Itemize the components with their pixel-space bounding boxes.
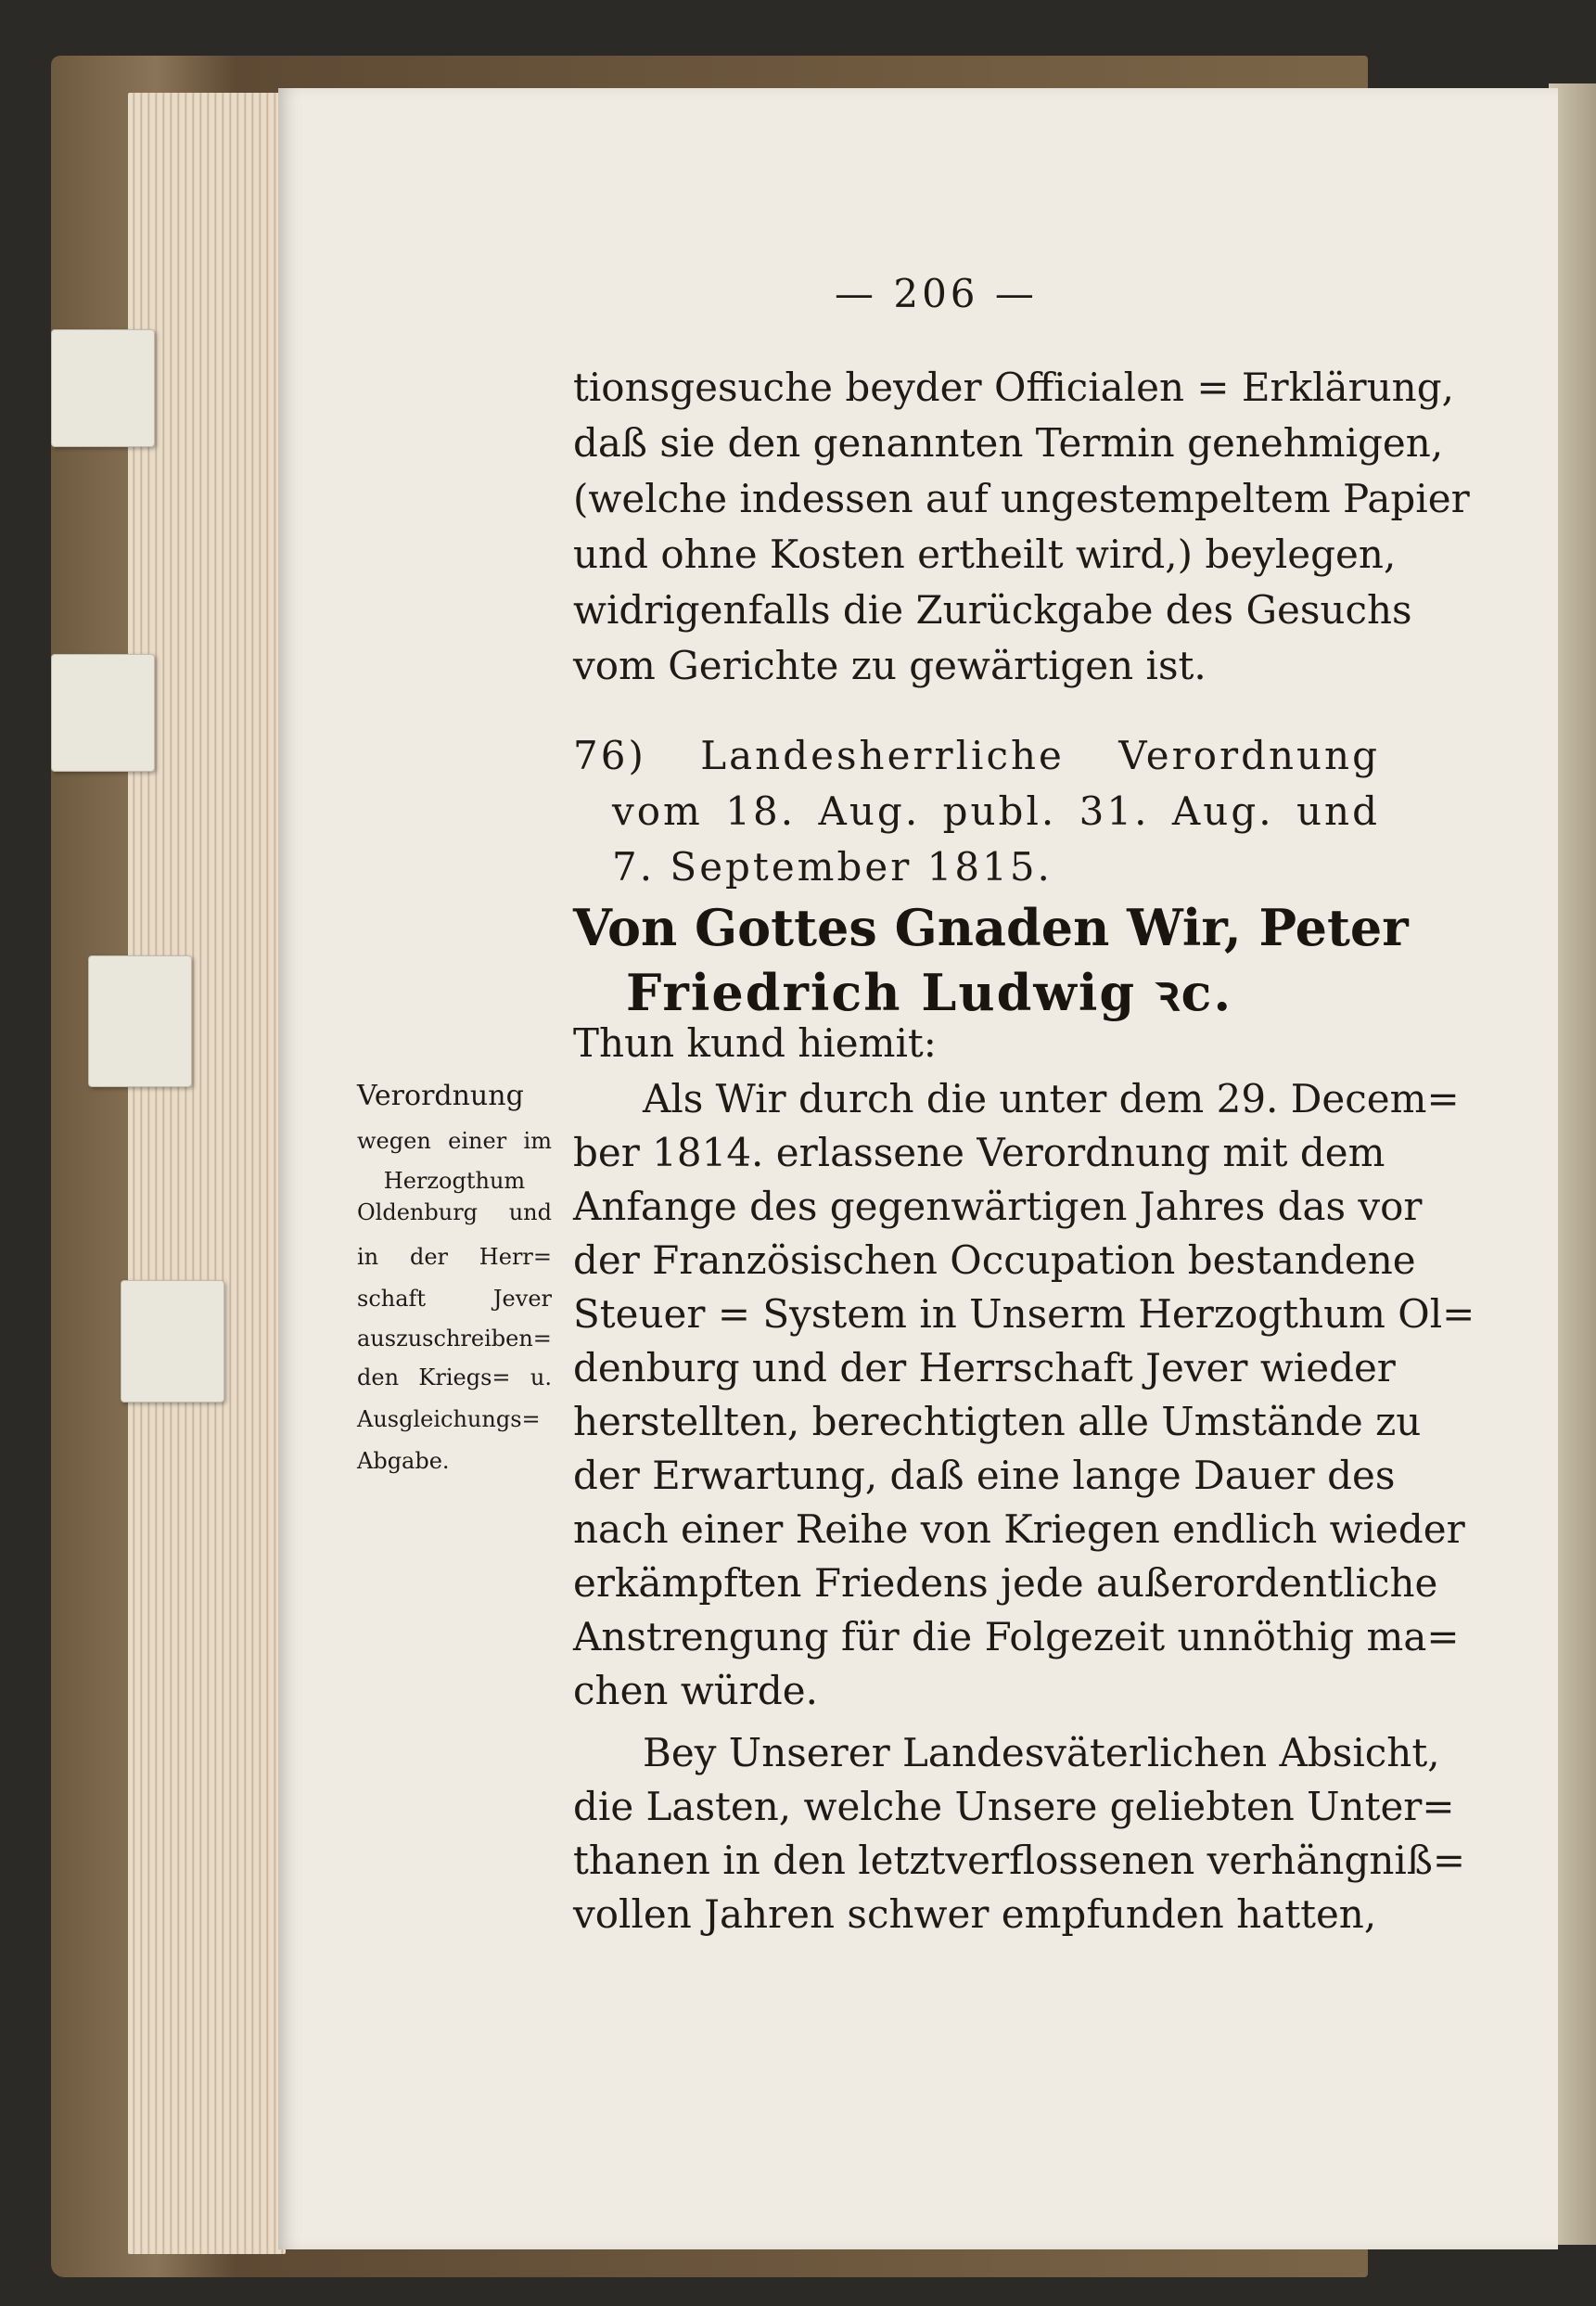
text-line: Als Wir durch die unter dem 29. Decem= bbox=[643, 1076, 1460, 1121]
text-line: der Erwartung, daß eine lange Dauer des bbox=[573, 1453, 1396, 1498]
text-line: tionsgesuche beyder Officialen = Erklärung, bbox=[573, 365, 1454, 410]
text-line: nach einer Reihe von Kriegen endlich wieder bbox=[573, 1506, 1465, 1552]
page-number: — 206 — bbox=[835, 271, 1038, 316]
text-line: denburg und der Herrschaft Jever wieder bbox=[573, 1345, 1396, 1390]
text-line: ber 1814. erlassene Verordnung mit dem bbox=[573, 1130, 1385, 1175]
text-line: vollen Jahren schwer empfunden hatten, bbox=[573, 1891, 1377, 1937]
index-tab[interactable] bbox=[51, 329, 155, 447]
marginal-line: schaft Jever bbox=[357, 1286, 552, 1312]
section-heading-line: 76) Landesherrliche Verordnung bbox=[573, 733, 1380, 778]
marginal-line: in der Herr= bbox=[357, 1244, 552, 1270]
text-line: thanen in den letztverflossenen verhängniß= bbox=[573, 1838, 1466, 1883]
text-line: Bey Unserer Landesväterlichen Absicht, bbox=[643, 1730, 1440, 1775]
text-line: Anfange des gegenwärtigen Jahres das vor bbox=[573, 1184, 1423, 1229]
text-line: Steuer = System in Unserm Herzogthum Ol= bbox=[573, 1291, 1475, 1337]
text-line: die Lasten, welche Unsere geliebten Unter= bbox=[573, 1784, 1455, 1829]
section-heading-line: vom 18. Aug. publ. 31. Aug. und bbox=[612, 788, 1380, 834]
marginal-line: Verordnung bbox=[357, 1080, 524, 1112]
text-line: der Französischen Occupation bestandene bbox=[573, 1237, 1416, 1283]
text-line: daß sie den genannten Termin genehmigen, bbox=[573, 420, 1444, 466]
text-line: vom Gerichte zu gewärtigen ist. bbox=[573, 643, 1207, 688]
marginal-line: Abgabe. bbox=[357, 1448, 450, 1474]
text-line: widrigenfalls die Zurückgabe des Gesuchs bbox=[573, 587, 1412, 633]
text-line: herstellten, berechtigten alle Umstände zu bbox=[573, 1399, 1422, 1444]
text-line: chen würde. bbox=[573, 1668, 818, 1713]
marginal-line: den Kriegs= u. bbox=[357, 1364, 552, 1390]
text-line: erkämpften Friedens jede außerordentliche bbox=[573, 1560, 1438, 1606]
marginal-line: wegen einer im bbox=[357, 1128, 552, 1154]
index-tab[interactable] bbox=[121, 1280, 224, 1403]
title-line: Friedrich Ludwig ꝛc. bbox=[626, 963, 1233, 1022]
text-line: und ohne Kosten ertheilt wird,) beylegen, bbox=[573, 532, 1397, 577]
index-tab[interactable] bbox=[88, 955, 192, 1087]
index-tab[interactable] bbox=[51, 654, 155, 772]
marginal-line: auszuschreiben= bbox=[357, 1326, 552, 1352]
marginal-line: Oldenburg und bbox=[357, 1199, 552, 1225]
section-heading-line: 7. September 1815. bbox=[612, 844, 1053, 890]
text-line: (welche indessen auf ungestempeltem Papier bbox=[573, 476, 1470, 521]
marginal-line: Herzogthum bbox=[383, 1168, 526, 1194]
marginal-line: Ausgleichungs= bbox=[357, 1406, 541, 1432]
text-line: Anstrengung für die Folgezeit unnöthig ma= bbox=[573, 1614, 1460, 1659]
title-line: Von Gottes Gnaden Wir, Peter bbox=[573, 898, 1409, 957]
proclamation: Thun kund hiemit: bbox=[573, 1020, 937, 1066]
